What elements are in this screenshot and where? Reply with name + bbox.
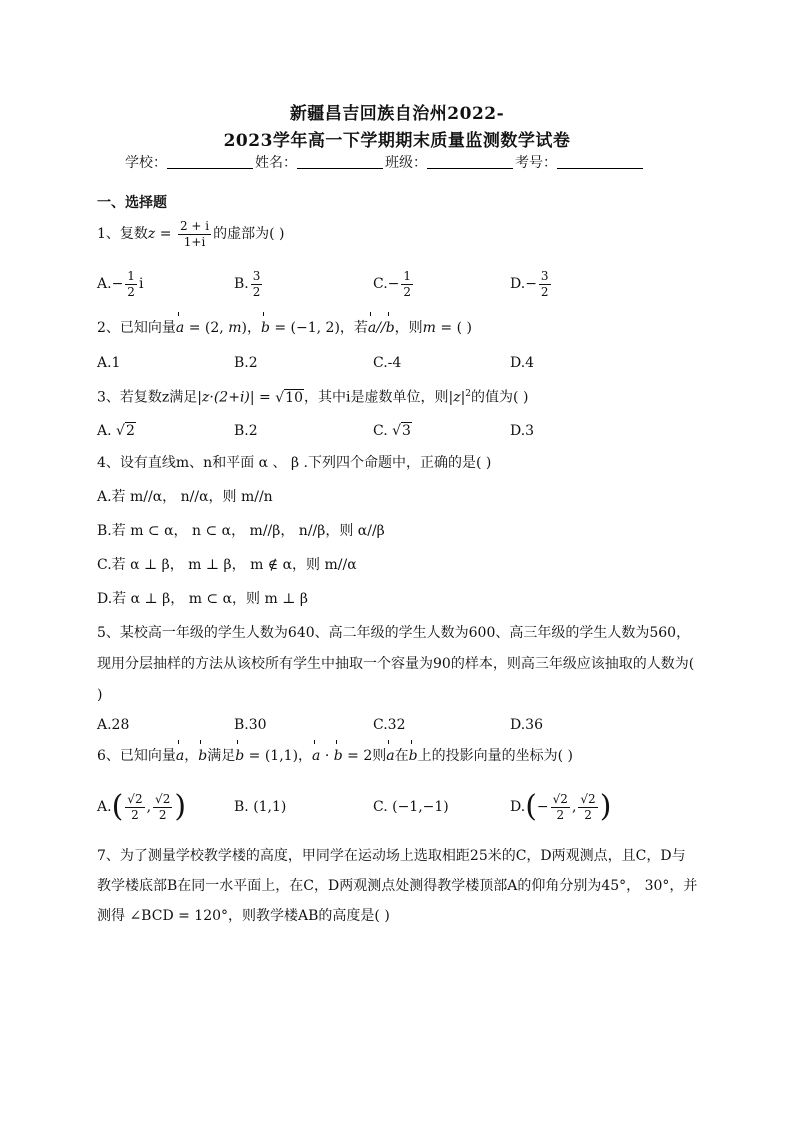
id-field[interactable] [557,154,643,169]
exam-title-line1: 新疆昌吉回族自治州2022- [289,104,505,124]
q1-prefix: 1、复数 [97,226,148,242]
q6-option-c[interactable]: C. (−1,−1) [373,799,449,815]
q3-sqrt: √10 [275,389,303,406]
q1-eq: = [155,226,176,242]
q1-suffix: 的虚部为( ) [213,226,285,242]
q3-option-c[interactable]: C. √3 [373,423,411,439]
q2-option-c[interactable]: C.-4 [373,355,402,371]
q2-option-a[interactable]: A.1 [97,355,121,371]
question-6: 6、已知向量a，b满足b = (1,1)，a · b = 2则a在b上的投影向量的坐标为( ) [97,741,573,771]
q3-option-a[interactable]: A. √2 [97,423,135,439]
id-label: 考号： [515,155,557,171]
q1-option-d[interactable]: D. − $\frac{3}{2}$ [510,268,549,299]
q2-option-d[interactable]: D.4 [510,355,535,371]
school-field[interactable] [167,154,253,169]
q1-option-b[interactable]: B. $\frac{3}{2}$ [234,268,261,299]
q1-option-c[interactable]: C. − $\frac{1}{2}$ [373,268,412,299]
exam-title-line2: 2023学年高一下学期期末质量监测数学试卷 [223,131,571,151]
q2-option-b[interactable]: B.2 [234,355,258,371]
name-field[interactable] [297,154,383,169]
q3-option-b[interactable]: B.2 [234,423,258,439]
q5-option-a[interactable]: A.28 [97,717,130,733]
q4-option-b[interactable]: B.若 m ⊂ α， n ⊂ α， m//β， n//β，则 α//β [97,523,385,539]
vector-a: a [176,313,184,343]
q3-option-d[interactable]: D.3 [510,423,535,439]
q1-den: 1+i [183,234,206,249]
q4-option-d[interactable]: D.若 α ⊥ β， m ⊂ α，则 m ⊥ β [97,591,308,607]
q1-option-a[interactable]: A. − $\frac{1}{2}$ i [97,268,144,299]
student-info-row [125,152,645,172]
question-3: 3、若复数z满足|z·(2+i)| = √10，其中i是虚数单位，则$|z|^2$的值为( ) [97,379,528,413]
q6-options [97,784,697,830]
question-7: 7、为了测量学校教学楼的高度，甲同学在运动场上选取相距25米的C，D两观测点，且C，D与教学楼底部B在同一水平面上，在C，D两观测点处测得教学楼顶部A的仰角分别为45°， 30°，并测得 ∠BCD = 120°，则教学楼AB的高度是( ) [97,848,698,924]
q1-num: 2 + i [179,218,210,233]
school-label: 学校： [125,155,167,171]
q6-option-b[interactable]: B. (1,1) [234,799,287,815]
q3-options [97,411,697,451]
question-2: 2、已知向量a = (2, m)，b = (−1, 2)，若a//b，则m = ( ) [97,313,472,343]
q1-var: z [147,226,156,242]
q5-options [97,705,697,745]
class-field[interactable] [427,154,513,169]
class-label: 班级： [385,155,427,171]
q4-option-c[interactable]: C.若 α ⊥ β， m ⊥ β， m ∉ α，则 m//α [97,557,357,573]
section-heading: 一、选择题 [97,195,167,211]
question-4: 4、设有直线m、n和平面 α 、 β .下列四个命题中，正确的是( ) [97,455,492,471]
q1-fraction [178,219,211,250]
q2-options [97,343,697,383]
q1-options [97,264,697,304]
q6-option-a[interactable]: A. ( $\frac{√2}{2}$ , $\frac{√2}{2}$ ) [97,789,187,824]
q5-option-d[interactable]: D.36 [510,717,543,733]
q5-option-c[interactable]: C.32 [373,717,406,733]
q6-option-d[interactable]: D. ( − $\frac{√2}{2}$ , $\frac{√2}{2}$ ) [510,789,612,824]
question-1 [97,214,284,254]
question-5: 5、某校高一年级的学生人数为640、高二年级的学生人数为600、高三年级的学生人数为560，现用分层抽样的方法从该校所有学生中抽取一个容量为90的样本，则高三年级应该抽取的人数为( ) [97,625,695,703]
name-label: 姓名： [255,155,297,171]
vector-b: b [261,313,270,343]
q5-option-b[interactable]: B.30 [234,717,267,733]
q4-option-a[interactable]: A.若 m//α， n//α，则 m//n [97,489,273,505]
